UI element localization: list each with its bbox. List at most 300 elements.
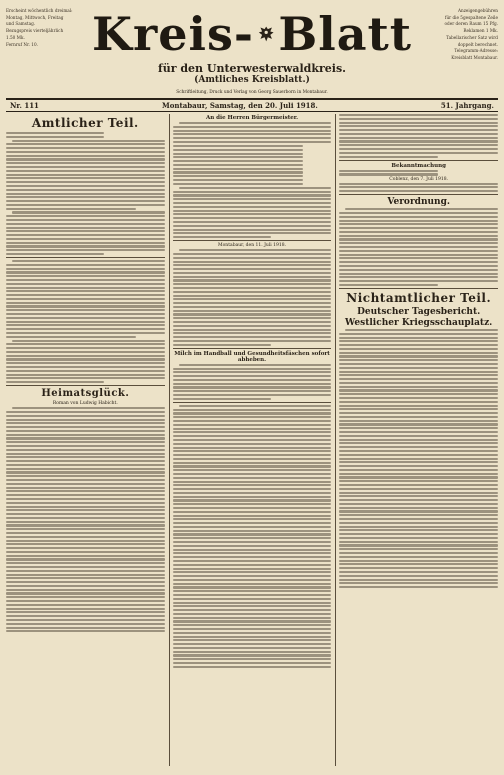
text-line [173, 598, 332, 600]
text-line [173, 533, 332, 535]
text-line [173, 298, 332, 300]
issue-number: Nr. 111 [10, 101, 39, 110]
text-line [173, 383, 332, 385]
text-line [6, 449, 165, 451]
text-line [6, 422, 165, 424]
text-line [173, 379, 332, 381]
text-line [6, 540, 165, 542]
text-line [339, 495, 498, 497]
text-line [6, 521, 165, 523]
text-line [173, 168, 303, 170]
text-line [6, 604, 165, 606]
text-line [6, 475, 165, 477]
text-line [173, 651, 332, 653]
text-line [6, 506, 165, 508]
text-line [173, 409, 332, 411]
text-line [173, 617, 332, 619]
text-line [173, 394, 332, 396]
text-line [173, 556, 332, 558]
text-line [6, 562, 165, 564]
text-line [6, 558, 165, 560]
text-line [339, 446, 498, 448]
text-line [339, 537, 498, 539]
text-line [6, 287, 165, 289]
text-line [173, 332, 332, 334]
text-line [6, 611, 165, 613]
text-line [6, 494, 165, 496]
text-line [173, 507, 332, 509]
text-line [339, 442, 498, 444]
text-line [339, 333, 498, 335]
text-line [6, 208, 136, 210]
issue-year: 51. Jahrgang. [440, 101, 494, 110]
text-line [173, 302, 332, 304]
text-line [173, 306, 332, 308]
text-line [173, 564, 332, 566]
text-line [339, 556, 498, 558]
text-line [339, 273, 498, 275]
text-line [6, 298, 165, 300]
text-line [173, 202, 332, 204]
text-line [6, 309, 165, 311]
text-line [339, 510, 498, 512]
text-line [339, 355, 498, 357]
text-line [339, 563, 498, 565]
text-line [6, 596, 165, 598]
text-line [6, 502, 165, 504]
text-line [6, 193, 165, 195]
text-line [339, 461, 498, 463]
text-line [173, 666, 332, 668]
text-line [173, 568, 332, 570]
column-1 [6, 114, 165, 766]
text-line [339, 261, 498, 263]
text-line [173, 317, 332, 319]
text-line [339, 246, 498, 248]
text-line [339, 227, 498, 229]
text-line [173, 624, 332, 626]
text-line [339, 541, 498, 543]
text-line [6, 279, 165, 281]
column-3-place-date: Coblenz, den 7. Juli 1918. [389, 176, 449, 182]
text-line [12, 140, 165, 142]
heading-bekanntmachung: Bekanntmachung [391, 162, 446, 169]
text-line [6, 347, 165, 349]
text-line [179, 122, 332, 124]
text-line [173, 156, 303, 158]
section-nonofficial: Nichtamtlicher Teil. [346, 290, 492, 305]
text-line [173, 420, 332, 422]
text-line [6, 543, 165, 545]
text-line [173, 518, 332, 520]
text-line [173, 620, 332, 622]
text-line [339, 212, 498, 214]
text-line [173, 272, 332, 274]
text-line [6, 162, 165, 164]
text-line [339, 401, 498, 403]
text-line [339, 344, 498, 346]
column-1-text-c [6, 407, 165, 632]
text-line [6, 483, 165, 485]
text-line [173, 386, 332, 388]
text-line [6, 430, 165, 432]
text-line [6, 351, 165, 353]
text-line [6, 581, 165, 583]
text-line [339, 340, 498, 342]
text-line [6, 547, 165, 549]
text-line [173, 639, 332, 641]
text-line [6, 271, 165, 273]
text-line [173, 458, 332, 460]
text-line [173, 344, 271, 346]
text-line [339, 216, 498, 218]
text-line [173, 149, 303, 151]
text-line [173, 424, 332, 426]
text-line [6, 181, 165, 183]
text-line [339, 499, 498, 501]
text-line [6, 336, 136, 338]
text-line [6, 324, 165, 326]
text-line [339, 522, 498, 524]
text-line [173, 279, 332, 281]
text-line [339, 363, 498, 365]
text-line [6, 468, 165, 470]
text-line [6, 600, 165, 602]
text-line [6, 434, 165, 436]
text-line [173, 398, 271, 400]
text-line [6, 245, 165, 247]
text-line [339, 465, 498, 467]
text-line [173, 560, 332, 562]
text-line [173, 313, 332, 315]
text-line [173, 229, 332, 231]
text-line [173, 375, 332, 377]
text-line [12, 340, 165, 342]
text-line [173, 217, 332, 219]
text-line [339, 235, 498, 237]
text-line [339, 586, 498, 588]
text-line [173, 552, 332, 554]
text-line [173, 583, 332, 585]
text-line [6, 328, 165, 330]
text-line [6, 132, 104, 134]
text-line [173, 171, 303, 173]
text-line [6, 627, 165, 629]
text-line [173, 194, 332, 196]
text-line [6, 441, 165, 443]
text-line [339, 265, 498, 267]
text-line [173, 632, 332, 634]
title-row [92, 6, 412, 62]
text-line [6, 294, 165, 296]
text-line [173, 481, 332, 483]
text-line [173, 662, 332, 664]
text-line [173, 371, 332, 373]
text-line [339, 416, 498, 418]
text-line [6, 551, 165, 553]
text-line [339, 220, 498, 222]
text-line [339, 254, 498, 256]
text-line [173, 469, 332, 471]
text-line [339, 231, 498, 233]
column-3-text-c [339, 183, 498, 193]
text-line [339, 284, 437, 286]
text-line [339, 480, 498, 482]
text-line [339, 280, 498, 282]
text-line [173, 340, 332, 342]
text-line [6, 204, 165, 206]
column-2-text-c [173, 249, 332, 346]
text-line [6, 589, 165, 591]
text-line [173, 412, 332, 414]
text-line [339, 173, 437, 175]
text-line [6, 411, 165, 413]
text-line [6, 456, 165, 458]
text-line [6, 464, 165, 466]
text-line [6, 524, 165, 526]
heading-kriegsschauplatz: Westlicher Kriegsschauplatz. [345, 317, 493, 328]
text-line [339, 125, 498, 127]
text-line [339, 476, 498, 478]
text-line [339, 560, 498, 562]
heading-milch: Milch im Handball und Gesundheitsfäschen sofort abheben. [174, 350, 330, 363]
text-line [6, 264, 165, 266]
text-line [339, 435, 498, 437]
text-line [339, 405, 498, 407]
text-line [173, 213, 332, 215]
text-line [173, 236, 271, 238]
text-line [173, 221, 332, 223]
text-line [173, 416, 332, 418]
text-line [6, 566, 165, 568]
text-line [173, 439, 332, 441]
text-line [12, 211, 165, 213]
text-line [339, 492, 498, 494]
text-line [6, 381, 104, 383]
text-line [173, 643, 332, 645]
column-2-text-a [173, 122, 332, 147]
section-official: Amtlicher Teil. [31, 116, 139, 130]
text-line [6, 619, 165, 621]
text-line [339, 503, 498, 505]
title-left: Kreis- [92, 7, 254, 61]
text-line [173, 276, 332, 278]
masthead-subtitle-2: (Amtliches Kreisblatt.) [194, 75, 310, 85]
text-line [173, 175, 303, 177]
text-line [6, 136, 104, 138]
dateline [6, 100, 498, 112]
text-line [173, 232, 332, 234]
text-line [173, 579, 332, 581]
text-line [173, 390, 332, 392]
text-line [339, 450, 498, 452]
text-line [6, 453, 165, 455]
text-line [339, 529, 498, 531]
text-line [339, 140, 498, 142]
text-line [173, 541, 332, 543]
text-line [339, 382, 498, 384]
column-3-text-a [339, 114, 498, 158]
text-line [339, 152, 498, 154]
text-line [339, 420, 498, 422]
text-line [339, 133, 498, 135]
text-line [339, 552, 498, 554]
text-line [173, 321, 332, 323]
text-line [173, 295, 332, 297]
text-line [173, 264, 332, 266]
text-line [6, 242, 165, 244]
text-line [6, 283, 165, 285]
masthead [6, 4, 498, 100]
text-line [173, 499, 332, 501]
text-line [339, 122, 498, 124]
text-line [173, 586, 332, 588]
text-line [173, 545, 332, 547]
text-line [6, 185, 165, 187]
text-line [173, 613, 332, 615]
text-line [6, 377, 165, 379]
text-line [339, 190, 498, 192]
text-line [6, 426, 165, 428]
text-line [6, 513, 165, 515]
text-line [339, 367, 498, 369]
text-line [173, 268, 332, 270]
text-line [6, 215, 165, 217]
text-line [173, 443, 332, 445]
text-line [6, 370, 165, 372]
text-line [6, 227, 165, 229]
text-line [339, 276, 498, 278]
text-line [6, 355, 165, 357]
text-line [6, 362, 165, 364]
text-line [6, 223, 165, 225]
text-line [173, 465, 332, 467]
column-2-text-b [173, 187, 332, 238]
text-line [6, 275, 165, 277]
text-line [173, 287, 332, 289]
text-line [173, 257, 332, 259]
text-line [339, 250, 498, 252]
text-line [339, 144, 498, 146]
text-line [339, 412, 498, 414]
text-line [173, 609, 332, 611]
text-line [339, 427, 498, 429]
title-right: Blatt [278, 7, 412, 61]
text-line [339, 386, 498, 388]
text-line [339, 269, 498, 271]
text-line [6, 166, 165, 168]
text-line [339, 374, 498, 376]
text-line [339, 371, 498, 373]
text-line [6, 253, 104, 255]
text-line [6, 509, 165, 511]
text-line [179, 364, 332, 366]
column-3-text-b [339, 170, 498, 176]
text-line [173, 160, 303, 162]
text-line [339, 238, 498, 240]
text-line [339, 544, 498, 546]
text-line [173, 141, 332, 143]
issue-place-date: Montabaur, Samstag, den 20. Juli 1918. [161, 101, 318, 110]
column-2-table [173, 149, 332, 185]
text-line [173, 310, 332, 312]
text-line [173, 549, 332, 551]
text-line [339, 469, 498, 471]
text-line [339, 582, 498, 584]
text-line [173, 594, 332, 596]
text-line [339, 571, 498, 573]
text-line [339, 488, 498, 490]
text-line [6, 445, 165, 447]
text-line [12, 407, 165, 409]
text-line [6, 147, 165, 149]
text-line [339, 348, 498, 350]
text-line [173, 261, 332, 263]
text-line [6, 313, 165, 315]
text-line [173, 133, 332, 135]
text-line [6, 555, 165, 557]
text-line [173, 137, 332, 139]
text-line [6, 290, 165, 292]
text-line [173, 537, 332, 539]
text-line [6, 143, 165, 145]
text-line [6, 219, 165, 221]
column-2-text-d [173, 364, 332, 400]
text-line [173, 206, 332, 208]
text-line [179, 187, 332, 189]
text-line [6, 374, 165, 376]
text-line [6, 170, 165, 172]
text-line [339, 114, 498, 116]
text-line [173, 654, 332, 656]
text-line [339, 575, 498, 577]
columns [6, 112, 498, 766]
column-1-text-b [6, 260, 165, 383]
text-line [339, 533, 498, 535]
text-line [6, 238, 165, 240]
text-line [179, 249, 332, 251]
column-2-text-e [173, 405, 332, 668]
text-line [339, 137, 498, 139]
text-line [173, 503, 332, 505]
text-line [339, 431, 498, 433]
text-line [6, 615, 165, 617]
text-line [173, 164, 303, 166]
text-line [6, 366, 165, 368]
masthead-right-box: Anzeigengebühren für die 5gespaltene Zeile oder deren Raum 15 Pfg. Reklamen 1 Mk. Tabellarischer Satz wird doppelt berechnet. Telegramm-Adresse: Kreisblatt Montabaur. [444, 8, 498, 60]
heading-tagesbericht: Deutscher Tagesbericht. [357, 306, 481, 317]
text-line [6, 630, 165, 632]
text-line [6, 592, 165, 594]
text-line [6, 234, 165, 236]
text-line [173, 130, 332, 132]
text-line [173, 126, 332, 128]
text-line [339, 397, 498, 399]
heading-verordnung: Verordnung. [387, 197, 451, 208]
text-line [173, 325, 332, 327]
text-line [173, 658, 332, 660]
text-line [6, 419, 165, 421]
heimatsglueck-title: Heimatsglück. [41, 388, 130, 400]
text-line [6, 528, 165, 530]
text-line [173, 636, 332, 638]
text-line [339, 518, 498, 520]
text-line [173, 530, 332, 532]
masthead-left-box: Erscheint wöchentlich dreimal: Montag, Mittwoch, Freitag und Samstag. Bezugspreis vierteljährlich 1.50 Mk. Fernruf Nr. 10. [6, 8, 73, 47]
text-line [173, 283, 332, 285]
text-line [6, 577, 165, 579]
text-line [6, 151, 165, 153]
